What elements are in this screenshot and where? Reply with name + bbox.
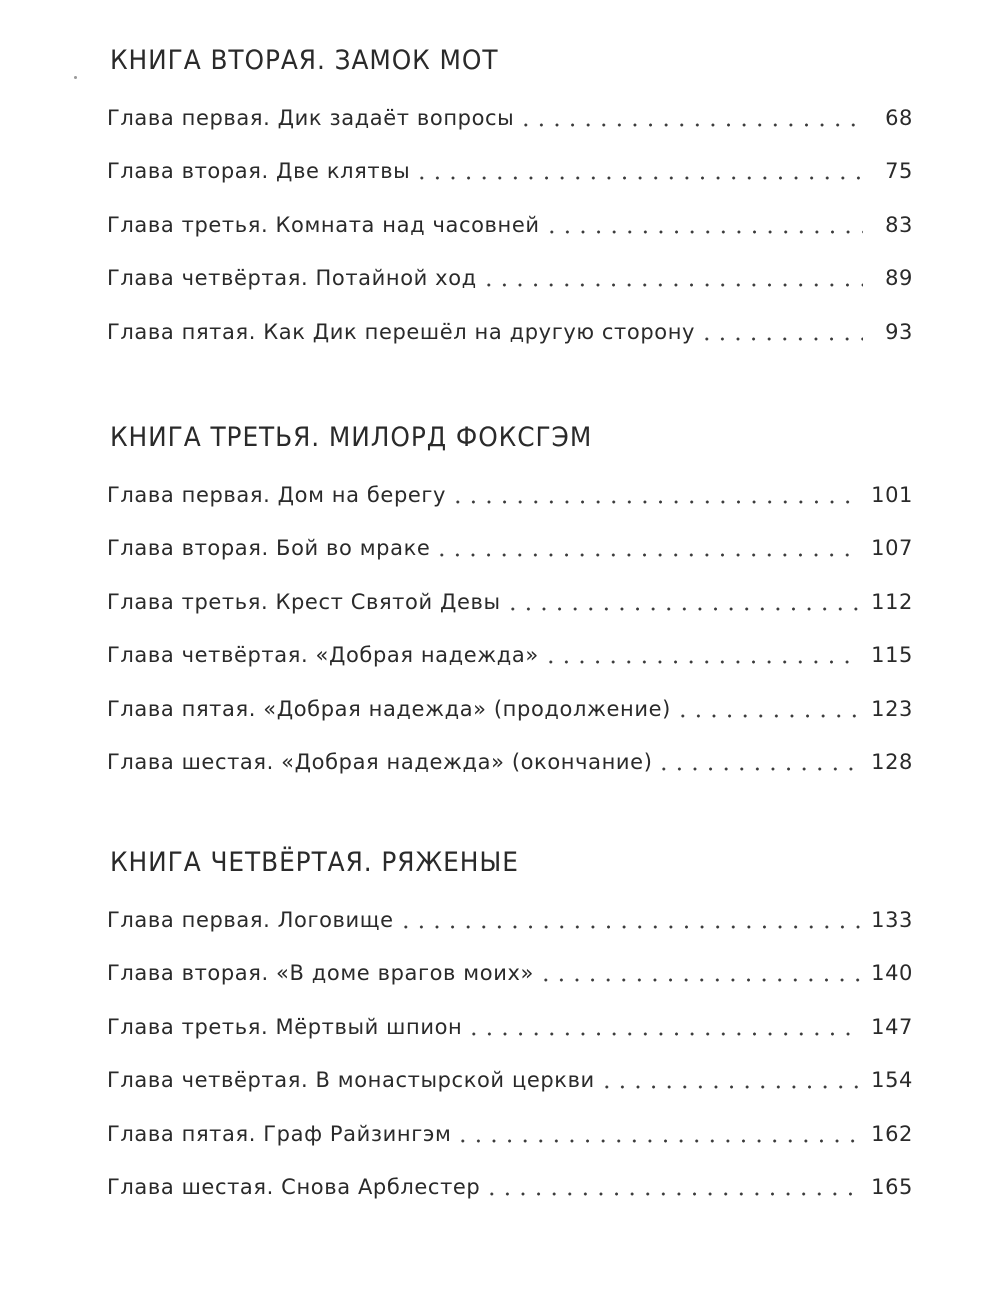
page-number: 101 xyxy=(871,482,913,507)
page-number: 115 xyxy=(871,643,913,667)
margin-dot xyxy=(74,76,77,79)
dot-leader xyxy=(414,176,863,180)
toc-entry[interactable] xyxy=(107,734,913,788)
dot-leader xyxy=(484,1192,861,1196)
toc-entry[interactable] xyxy=(107,1159,913,1213)
chapter-title: Глава пятая. Как Дик перешёл на другую сторону xyxy=(107,319,696,344)
chapter-title: Глава четвёртая. «Добрая надежда» xyxy=(107,643,539,667)
chapter-title: Глава пятая. Граф Райзингэм xyxy=(107,1121,452,1146)
page-number: 123 xyxy=(871,696,913,721)
page-number: 107 xyxy=(871,536,913,560)
toc-entry[interactable] xyxy=(107,520,913,574)
dot-leader xyxy=(434,553,861,557)
toc-entry[interactable] xyxy=(107,945,913,999)
chapter-title: Глава четвёртая. В монастырской церкви xyxy=(107,1068,595,1092)
dot-leader xyxy=(505,607,861,611)
page-number: 133 xyxy=(871,907,913,932)
dot-leader xyxy=(599,1085,861,1089)
toc-entry[interactable] xyxy=(107,573,913,627)
chapter-title: Глава вторая. Бой во мраке xyxy=(107,536,431,560)
dot-leader xyxy=(538,978,861,982)
dot-leader xyxy=(543,660,861,664)
dot-leader xyxy=(656,767,861,771)
page-number: 112 xyxy=(871,589,913,614)
chapter-title: Глава вторая. Две клятвы xyxy=(107,159,411,183)
toc-entry[interactable] xyxy=(107,196,913,250)
toc-entry[interactable] xyxy=(107,1052,913,1106)
chapter-title: Глава пятая. «Добрая надежда» (продолжение) xyxy=(107,696,671,721)
page-number: 68 xyxy=(885,105,913,130)
book-title: КНИГА ЧЕТВЁРТАЯ. РЯЖЕНЫЕ xyxy=(110,847,519,878)
page-number: 83 xyxy=(885,212,913,237)
toc-entry[interactable] xyxy=(107,680,913,734)
dot-leader xyxy=(398,925,861,929)
toc-entry[interactable] xyxy=(107,627,913,681)
book-title: КНИГА ТРЕТЬЯ. МИЛОРД ФОКСГЭМ xyxy=(110,422,593,453)
page-number: 154 xyxy=(871,1068,913,1092)
page-number: 75 xyxy=(885,159,913,183)
chapter-title: Глава вторая. «В доме врагов моих» xyxy=(107,961,534,985)
chapter-title: Глава третья. Крест Святой Девы xyxy=(107,589,501,614)
toc-entry[interactable] xyxy=(107,303,913,357)
page-number: 140 xyxy=(871,961,913,985)
toc-entry[interactable] xyxy=(107,1105,913,1159)
toc-entry[interactable] xyxy=(107,891,913,945)
dot-leader xyxy=(544,230,863,234)
toc-entry[interactable] xyxy=(107,89,913,143)
chapter-title: Глава шестая. «Добрая надежда» (окончание) xyxy=(107,750,653,774)
book-section xyxy=(107,840,913,1212)
dot-leader xyxy=(481,283,863,287)
page-number: 147 xyxy=(871,1014,913,1039)
toc-entry[interactable] xyxy=(107,250,913,304)
chapter-title: Глава четвёртая. Потайной ход xyxy=(107,266,477,290)
toc-entry[interactable] xyxy=(107,998,913,1052)
toc-entry[interactable] xyxy=(107,143,913,197)
dot-leader xyxy=(450,500,861,504)
chapter-title: Глава первая. Дом на берегу xyxy=(107,482,447,507)
book-title: КНИГА ВТОРАЯ. ЗАМОК МОТ xyxy=(110,45,499,76)
book-section xyxy=(107,415,913,787)
dot-leader xyxy=(518,123,863,127)
chapter-title: Глава шестая. Снова Арблестер xyxy=(107,1175,481,1199)
chapter-title: Глава первая. Дик задаёт вопросы xyxy=(107,105,515,130)
chapter-title: Глава первая. Логовище xyxy=(107,907,394,932)
book-section xyxy=(107,38,913,357)
chapter-title: Глава третья. Мёртвый шпион xyxy=(107,1014,463,1039)
page-number: 128 xyxy=(871,750,913,774)
toc-entry[interactable] xyxy=(107,466,913,520)
dot-leader xyxy=(675,714,861,718)
page-number: 89 xyxy=(885,266,913,290)
page-number: 165 xyxy=(871,1175,913,1199)
page-number: 162 xyxy=(871,1121,913,1146)
dot-leader xyxy=(455,1139,861,1143)
chapter-title: Глава третья. Комната над часовней xyxy=(107,212,540,237)
page-number: 93 xyxy=(885,319,913,344)
dot-leader xyxy=(466,1032,861,1036)
dot-leader xyxy=(699,337,863,341)
